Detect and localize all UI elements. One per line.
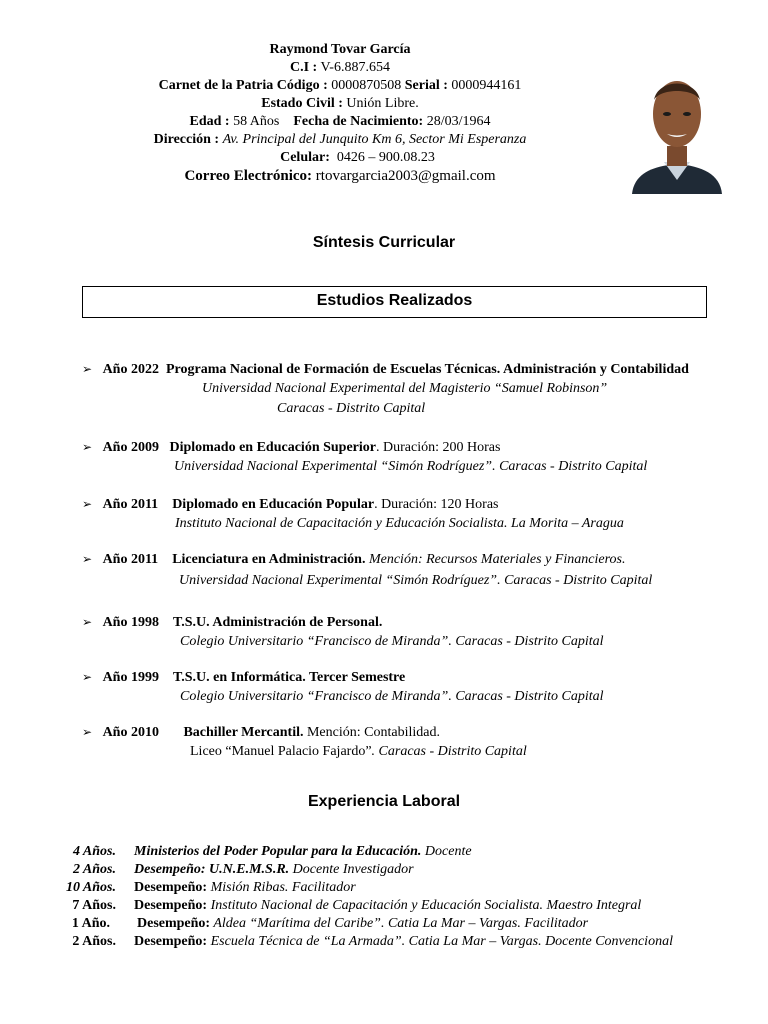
estudio-item: ➢ Año 2011 Diplomado en Educación Popular. Duración: 120 Horas	[82, 497, 499, 512]
exp-item: Desempeño: Aldea “Marítima del Caribe”. Catia La Mar – Vargas. Facilitador	[137, 916, 589, 931]
exp-item: Desempeño: U.N.E.M.S.R. Docente Investigador	[134, 862, 414, 877]
arrow-bullet-icon: ➢	[82, 497, 93, 511]
person-portrait-icon	[622, 62, 732, 194]
arrow-bullet-icon: ➢	[82, 670, 93, 684]
exp-years: 1 Año.	[71, 916, 110, 931]
exp-item: Desempeño: Instituto Nacional de Capacitación y Educación Socialista. Maestro Integral	[134, 898, 642, 913]
heading-experiencia: Experiencia Laboral	[307, 793, 461, 810]
arrow-bullet-icon: ➢	[82, 362, 93, 376]
exp-item: Desempeño: Escuela Técnica de “La Armada”. Catia La Mar – Vargas. Docente Convencional	[134, 934, 673, 949]
estudio-item: ➢ Año 2022 Programa Nacional de Formación de Escuelas Técnicas. Administración y Contabilidad	[82, 362, 689, 377]
estudio-institution: Colegio Universitario “Francisco de Miranda”. Caracas - Distrito Capital	[180, 634, 604, 649]
estudio-institution: Colegio Universitario “Francisco de Miranda”. Caracas - Distrito Capital	[180, 689, 604, 704]
estudio-institution: Instituto Nacional de Capacitación y Educación Socialista. La Morita – Aragua	[175, 516, 624, 531]
estudio-institution: Liceo “Manuel Palacio Fajardo”. Caracas - Distrito Capital	[190, 744, 527, 759]
arrow-bullet-icon: ➢	[82, 552, 93, 566]
estudio-item: ➢ Año 2011 Licenciatura en Administración. Mención: Recursos Materiales y Financieros.	[82, 552, 626, 567]
civil-line: Estado Civil : Unión Libre.	[261, 96, 419, 111]
ci-line: C.I : V-6.887.654	[290, 60, 390, 75]
email-line: Correo Electrónico: rtovargarcia2003@gmail.com	[184, 168, 496, 184]
arrow-bullet-icon: ➢	[82, 440, 93, 454]
exp-years: 4 Años.	[72, 844, 116, 859]
exp-years: 7 Años.	[72, 898, 116, 913]
estudio-institution: Universidad Nacional Experimental del Magisterio “Samuel Robinson”	[202, 381, 608, 396]
estudio-location: Caracas - Distrito Capital	[277, 401, 426, 416]
estudio-item: ➢ Año 1998 T.S.U. Administración de Personal.	[82, 615, 383, 630]
exp-years: 10 Años.	[65, 880, 116, 895]
exp-years: 2 Años.	[72, 862, 116, 877]
edad-line: Edad : 58 Años Fecha de Nacimiento: 28/03/1964	[189, 114, 491, 129]
profile-photo	[622, 62, 732, 194]
heading-estudios: Estudios Realizados	[316, 292, 473, 309]
arrow-bullet-icon: ➢	[82, 725, 93, 739]
estudio-institution: Universidad Nacional Experimental “Simón Rodríguez”. Caracas - Distrito Capital	[179, 573, 653, 588]
exp-years-column	[0, 843, 116, 951]
exp-item: Ministerios del Poder Popular para la Educación. Docente	[134, 844, 472, 859]
exp-desc-column	[134, 843, 673, 951]
exp-item: Desempeño: Misión Ribas. Facilitador	[134, 880, 356, 895]
exp-years: 2 Años.	[72, 934, 116, 949]
estudio-item: ➢ Año 1999 T.S.U. en Informática. Tercer Semestre	[82, 670, 406, 685]
carnet-line: Carnet de la Patria Código : 0000870508 Serial : 0000944161	[158, 78, 522, 93]
cv-name: Raymond Tovar García	[269, 42, 411, 57]
estudio-institution: Universidad Nacional Experimental “Simón Rodríguez”. Caracas - Distrito Capital	[174, 459, 648, 474]
arrow-bullet-icon: ➢	[82, 615, 93, 629]
direccion-line: Dirección : Av. Principal del Junquito Km 6, Sector Mi Esperanza	[153, 132, 527, 147]
estudio-item: ➢ Año 2010 Bachiller Mercantil. Mención: Contabilidad.	[82, 725, 440, 740]
celular-line: Celular: 0426 – 900.08.23	[280, 150, 435, 165]
heading-sintesis: Síntesis Curricular	[312, 234, 456, 251]
estudio-item: ➢ Año 2009 Diplomado en Educación Superior. Duración: 200 Horas	[82, 440, 501, 455]
